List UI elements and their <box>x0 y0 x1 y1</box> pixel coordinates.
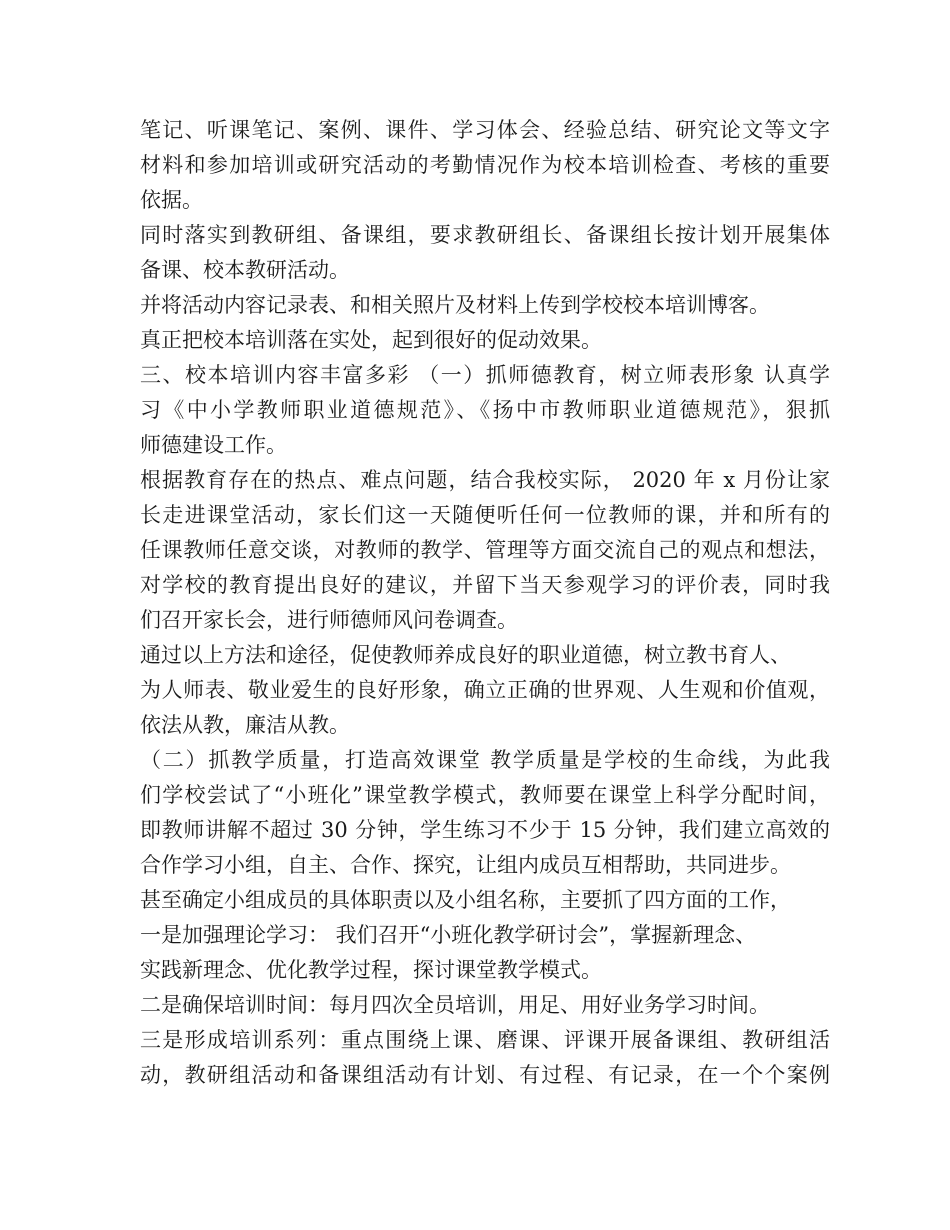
text-line: 根据教育存在的热点、难点问题，结合我校实际， 2020 年 x 月份让家 <box>140 468 830 492</box>
text-line: 任课教师任意交谈，对教师的教学、管理等方面交流自己的观点和想法， <box>140 538 830 562</box>
text-line: 三、校本培训内容丰富多彩 （一）抓师德教育，树立师表形象 认真学 <box>140 363 830 387</box>
text-line: 依法从教，廉洁从教。 <box>140 713 350 737</box>
text-line: 即教师讲解不超过 30 分钟，学生练习不少于 15 分钟，我们建立高效的 <box>140 818 830 842</box>
text-line: 真正把校本培训落在实处，起到很好的促动效果。 <box>140 328 602 352</box>
text-line: 实践新理念、优化教学过程，探讨课堂教学模式。 <box>140 958 602 982</box>
text-line: 并将活动内容记录表、和相关照片及材料上传到学校校本培训博客。 <box>140 293 770 317</box>
text-line: 一是加强理论学习： 我们召开“小班化教学研讨会”，掌握新理念、 <box>140 923 757 947</box>
text-line: 通过以上方法和途径，促使教师养成良好的职业道德，树立教书育人、 <box>140 643 791 667</box>
text-line: 同时落实到教研组、备课组，要求教研组长、备课组长按计划开展集体 <box>140 223 830 247</box>
text-line: 依据。 <box>140 188 203 212</box>
text-line: 师德建设工作。 <box>140 433 287 457</box>
text-line: 为人师表、敬业爱生的良好形象，确立正确的世界观、人生观和价值观， <box>140 678 830 702</box>
text-line: 们学校尝试了“小班化”课堂教学模式，教师要在课堂上科学分配时间， <box>140 783 830 807</box>
text-line: 备课、校本教研活动。 <box>140 258 350 282</box>
text-line: 二是确保培训时间：每月四次全员培训，用足、用好业务学习时间。 <box>140 993 770 1017</box>
text-line: 对学校的教育提出良好的建议，并留下当天参观学习的评价表，同时我 <box>140 573 830 597</box>
text-line: 甚至确定小组成员的具体职责以及小组名称，主要抓了四方面的工作， <box>140 888 791 912</box>
text-line: 动，教研组活动和备课组活动有计划、有过程、有记录，在一个个案例 <box>140 1063 830 1087</box>
text-line: 合作学习小组，自主、合作、探究，让组内成员互相帮助，共同进步。 <box>140 853 791 877</box>
text-line: 笔记、听课笔记、案例、课件、学习体会、经验总结、研究论文等文字 <box>140 118 830 142</box>
text-line: 材料和参加培训或研究活动的考勤情况作为校本培训检查、考核的重要 <box>140 153 830 177</box>
text-line: 们召开家长会，进行师德师风问卷调查。 <box>140 608 518 632</box>
text-line: 长走进课堂活动，家长们这一天随便听任何一位教师的课，并和所有的 <box>140 503 830 527</box>
text-line: 习《中小学教师职业道德规范》、《扬中市教师职业道德规范》，狠抓 <box>140 398 830 422</box>
text-line: （二）抓教学质量，打造高效课堂 教学质量是学校的生命线，为此我 <box>140 748 830 772</box>
document-body <box>140 113 830 1093</box>
text-line: 三是形成培训系列：重点围绕上课、磨课、评课开展备课组、教研组活 <box>140 1028 830 1052</box>
